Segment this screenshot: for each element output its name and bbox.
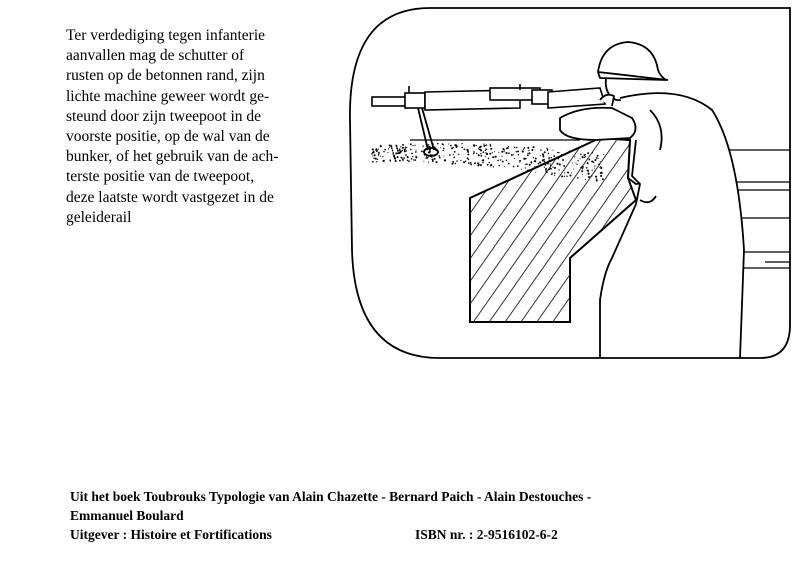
stipple-dot <box>478 148 479 149</box>
stipple-dot <box>378 152 380 154</box>
stipple-dot <box>434 158 436 160</box>
stipple-dot <box>468 159 470 161</box>
stipple-dot <box>479 146 481 148</box>
stipple-dot <box>452 163 454 165</box>
stipple-dot <box>450 145 452 147</box>
stipple-dot <box>431 157 432 158</box>
stipple-dot <box>547 150 548 151</box>
stipple-dot <box>533 157 534 158</box>
stipple-dot <box>548 153 549 154</box>
stipple-dot <box>529 164 531 166</box>
stipple-dot <box>473 144 475 146</box>
stipple-dot <box>467 151 469 153</box>
stipple-dot <box>432 160 434 162</box>
stipple-dot <box>548 158 550 160</box>
stipple-dot <box>393 155 395 157</box>
stipple-dot <box>405 154 407 156</box>
stipple-dot <box>525 164 526 165</box>
stipple-dot <box>490 166 491 167</box>
stipple-dot <box>449 154 451 156</box>
stipple-dot <box>494 151 495 152</box>
stipple-dot <box>485 148 487 150</box>
stipple-dot <box>540 149 542 151</box>
stipple-dot <box>406 147 407 148</box>
stipple-dot <box>377 150 378 151</box>
stipple-dot <box>408 160 410 162</box>
stipple-dot <box>376 161 377 162</box>
stipple-dot <box>513 166 515 168</box>
stipple-dot <box>389 146 390 147</box>
stipple-dot <box>455 163 456 164</box>
stipple-dot <box>394 157 396 159</box>
stipple-dot <box>443 150 444 151</box>
stipple-dot <box>402 144 404 146</box>
stipple-dot <box>525 167 526 168</box>
stipple-dot <box>423 161 424 162</box>
stipple-dot <box>391 148 392 149</box>
stipple-dot <box>523 149 524 150</box>
stipple-dot <box>372 152 373 153</box>
caption-line: rusten op de betonnen rand, zijn <box>66 67 265 85</box>
stipple-dot <box>486 144 487 145</box>
stipple-dot <box>382 156 383 157</box>
stipple-dot <box>465 161 467 163</box>
stipple-dot <box>480 153 481 154</box>
stipple-dot <box>504 166 505 167</box>
stipple-dot <box>425 157 426 158</box>
stipple-dot <box>400 146 401 147</box>
stipple-dot <box>453 156 455 158</box>
stipple-dot <box>527 147 529 149</box>
stipple-dot <box>412 145 413 146</box>
stipple-dot <box>416 149 417 150</box>
stipple-dot <box>529 152 531 154</box>
stipple-dot <box>453 154 454 155</box>
stipple-dot <box>485 152 486 153</box>
stipple-dot <box>404 157 405 158</box>
book-credits <box>70 487 790 544</box>
caption-line: deze laatste wordt vastgezet in de <box>66 188 274 206</box>
stipple-dot <box>458 154 459 155</box>
caption-line: voorste positie, op de wal van de <box>66 128 270 146</box>
stipple-dot <box>435 161 437 163</box>
stipple-dot <box>523 158 525 160</box>
stipple-dot <box>480 165 481 166</box>
stipple-dot <box>508 152 510 154</box>
caption-line: terste positie van de tweepoot, <box>66 168 255 186</box>
stipple-dot <box>448 143 449 144</box>
machine-gun <box>372 84 605 110</box>
stipple-dot <box>484 146 486 148</box>
stipple-dot <box>461 147 463 149</box>
stipple-dot <box>506 148 508 150</box>
stipple-dot <box>486 153 488 155</box>
stipple-dot <box>485 156 486 157</box>
stipple-dot <box>429 149 431 151</box>
stipple-dot <box>489 153 491 155</box>
stipple-dot <box>454 151 456 153</box>
stipple-dot <box>544 151 546 153</box>
caption-line: Ter verdediging tegen infanterie <box>66 27 266 44</box>
stipple-dot <box>504 151 505 152</box>
stipple-dot <box>427 157 429 159</box>
stipple-dot <box>488 162 490 164</box>
stipple-dot <box>552 150 553 151</box>
stipple-dot <box>461 143 462 144</box>
stipple-dot <box>460 160 461 161</box>
stipple-dot <box>473 153 474 154</box>
stipple-dot <box>402 160 403 161</box>
stipple-dot <box>528 150 529 151</box>
stipple-dot <box>513 154 514 155</box>
stipple-dot <box>480 149 482 151</box>
stipple-dot <box>553 155 555 157</box>
stipple-dot <box>483 144 484 145</box>
stipple-dot <box>516 147 517 148</box>
stipple-dot <box>372 149 374 151</box>
stipple-dot <box>530 162 532 164</box>
caption-text <box>66 26 336 228</box>
stipple-dot <box>534 160 536 162</box>
stipple-dot <box>395 160 397 162</box>
stipple-dot <box>517 165 519 167</box>
stipple-dot <box>534 166 535 167</box>
stipple-dot <box>498 152 499 153</box>
stipple-dot <box>375 158 377 160</box>
stipple-dot <box>407 159 409 161</box>
stipple-dot <box>488 158 489 159</box>
credits-author-line: Emmanuel Boulard <box>70 508 184 523</box>
stipple-dot <box>443 144 444 145</box>
stipple-dot <box>516 151 518 153</box>
stipple-dot <box>497 160 499 162</box>
stipple-dot <box>428 162 429 163</box>
stipple-dot <box>558 152 559 153</box>
stipple-dot <box>525 158 527 160</box>
stipple-dot <box>372 161 374 163</box>
stipple-dot <box>378 154 379 155</box>
stipple-dot <box>415 151 417 153</box>
stipple-dot <box>463 148 465 150</box>
stipple-dot <box>402 158 404 160</box>
stipple-dot <box>470 164 472 166</box>
stipple-dot <box>444 159 446 161</box>
stipple-dot <box>538 163 539 164</box>
stipple-dot <box>526 163 528 165</box>
stipple-dot <box>506 160 508 162</box>
stipple-dot <box>384 149 386 151</box>
stipple-dot <box>485 150 486 151</box>
stipple-dot <box>374 154 376 156</box>
stipple-dot <box>396 145 398 147</box>
stipple-dot <box>478 164 480 166</box>
stipple-dot <box>413 159 414 160</box>
stipple-dot <box>399 160 401 162</box>
stipple-dot <box>405 147 406 148</box>
stipple-dot <box>468 162 470 164</box>
stipple-dot <box>456 146 458 148</box>
stipple-dot <box>542 155 544 157</box>
stipple-dot <box>395 152 397 154</box>
stipple-dot <box>508 146 509 147</box>
stipple-dot <box>527 154 529 156</box>
caption-line: aanvallen mag de schutter of <box>66 47 245 65</box>
stipple-dot <box>400 157 402 159</box>
stipple-dot <box>476 145 477 146</box>
stipple-dot <box>511 154 513 156</box>
stipple-dot <box>414 159 416 161</box>
stipple-dot <box>502 148 504 150</box>
stipple-dot <box>535 158 537 160</box>
stipple-dot <box>508 163 510 165</box>
stipple-dot <box>539 162 541 164</box>
stipple-dot <box>397 150 399 152</box>
stipple-dot <box>402 147 404 149</box>
stipple-dot <box>540 155 541 156</box>
stipple-dot <box>390 145 392 147</box>
stipple-dot <box>551 157 552 158</box>
bipod <box>418 108 438 156</box>
stipple-dot <box>380 145 382 147</box>
stipple-dot <box>399 149 401 151</box>
stipple-dot <box>396 148 398 150</box>
stipple-dot <box>452 161 454 163</box>
stipple-dot <box>531 149 533 151</box>
stipple-dot <box>422 146 423 147</box>
stipple-dot <box>438 155 440 157</box>
stipple-dot <box>380 156 381 157</box>
stipple-dot <box>478 154 480 156</box>
stipple-dot <box>384 160 385 161</box>
stipple-dot <box>501 156 502 157</box>
stipple-dot <box>476 153 477 154</box>
stipple-dot <box>487 164 489 166</box>
stipple-dot <box>524 147 526 149</box>
stipple-dot <box>544 161 546 163</box>
stipple-dot <box>492 152 493 153</box>
stipple-dot <box>439 157 441 159</box>
stipple-dot <box>501 151 503 153</box>
stipple-dot <box>410 149 412 151</box>
stipple-dot <box>517 150 519 152</box>
stipple-dot <box>415 156 416 157</box>
stipple-dot <box>390 160 391 161</box>
stipple-dot <box>406 150 407 151</box>
credits-isbn: ISBN nr. : 2-9516102-6-2 <box>415 527 558 542</box>
stipple-dot <box>482 162 484 164</box>
stipple-dot <box>478 163 479 164</box>
stipple-dot <box>505 152 507 154</box>
stipple-dot <box>490 144 491 145</box>
stipple-dot <box>428 144 429 145</box>
stipple-dot <box>557 152 558 153</box>
stipple-dot <box>376 151 377 152</box>
stipple-dot <box>373 157 375 159</box>
stipple-dot <box>453 147 454 148</box>
stipple-dot <box>474 162 476 164</box>
stipple-dot <box>378 155 379 156</box>
stipple-dot <box>397 156 399 158</box>
stipple-dot <box>426 156 427 157</box>
stipple-dot <box>522 150 524 152</box>
stipple-dot <box>546 148 547 149</box>
stipple-dot <box>490 145 492 147</box>
stipple-dot <box>372 155 373 156</box>
stipple-dot <box>375 149 377 151</box>
stipple-dot <box>388 144 390 146</box>
stipple-dot <box>443 148 445 150</box>
stipple-dot <box>377 149 378 150</box>
stipple-dot <box>421 150 423 152</box>
stipple-dot <box>514 147 515 148</box>
stipple-dot <box>388 148 389 149</box>
stipple-dot <box>518 154 519 155</box>
stipple-dot <box>463 161 465 163</box>
stipple-dot <box>490 164 492 166</box>
stipple-dot <box>495 156 497 158</box>
stipple-dot <box>482 159 484 161</box>
stipple-dot <box>404 148 406 150</box>
stipple-dot <box>473 151 475 153</box>
stipple-dot <box>542 159 544 161</box>
stipple-dot <box>480 155 482 157</box>
stipple-dot <box>407 156 408 157</box>
stipple-dot <box>410 143 412 145</box>
stipple-dot <box>482 151 484 153</box>
stipple-dot <box>500 159 501 160</box>
stipple-dot <box>392 151 393 152</box>
stipple-dot <box>411 153 413 155</box>
stipple-dot <box>467 153 469 155</box>
stipple-dot <box>401 150 403 152</box>
stipple-dot <box>387 152 388 153</box>
stipple-dot <box>412 156 413 157</box>
stipple-dot <box>470 162 472 164</box>
stipple-dot <box>456 160 458 162</box>
stipple-dot <box>411 158 413 160</box>
caption-line: steund door zijn tweepoot in de <box>66 107 261 125</box>
machine-gunner-on-bunker-illustration <box>340 0 800 365</box>
stipple-dot <box>437 143 439 145</box>
stipple-dot <box>377 159 378 160</box>
credits-publisher: Uitgever : Histoire et Fortifications <box>70 527 272 542</box>
credits-source-line: Uit het boek Toubrouks Typologie van Alain Chazette - Bernard Paich - Alain Destouches - <box>70 489 592 504</box>
stipple-dot <box>532 147 534 149</box>
stipple-dot <box>393 153 394 154</box>
stipple-dot <box>398 153 400 155</box>
stipple-dot <box>492 156 494 158</box>
stipple-dot <box>443 155 444 156</box>
caption-line: geleiderail <box>66 208 132 226</box>
stipple-dot <box>514 158 515 159</box>
stipple-dot <box>549 157 550 158</box>
stipple-dot <box>440 147 441 148</box>
stipple-dot <box>521 169 522 170</box>
stipple-dot <box>502 161 504 163</box>
stipple-dot <box>383 151 385 153</box>
stipple-dot <box>527 153 528 154</box>
stipple-dot <box>490 148 492 150</box>
stipple-dot <box>428 151 429 152</box>
stipple-dot <box>542 153 544 155</box>
stipple-dot <box>493 166 494 167</box>
stipple-dot <box>498 165 500 167</box>
stipple-dot <box>414 145 415 146</box>
caption-line: bunker, of het gebruik van de ach- <box>66 148 279 166</box>
stipple-dot <box>519 160 521 162</box>
caption-line: lichte machine geweer wordt ge- <box>66 87 270 105</box>
